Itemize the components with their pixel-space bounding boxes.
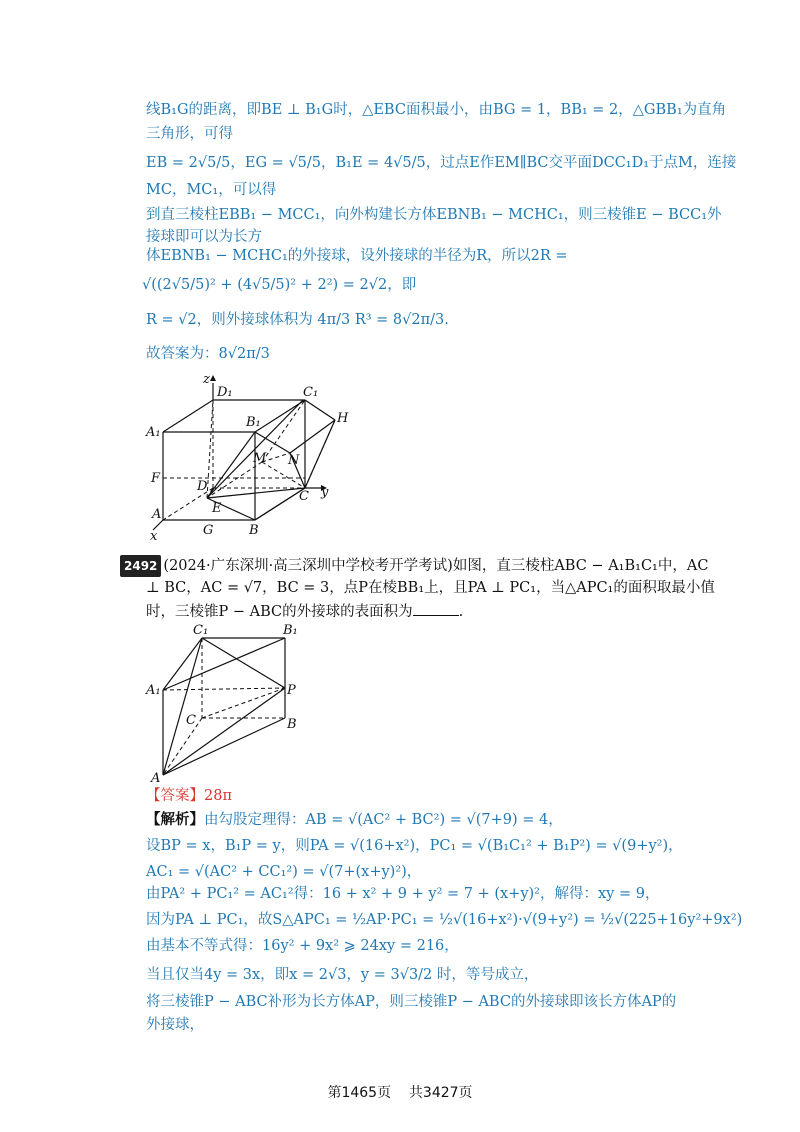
label-D1: D₁ [217,385,233,400]
label-D: D [197,479,208,494]
figure-prism-diagram [145,620,305,785]
problem-text: (2024·广东深圳·高三深圳中学校考开学考试)如图，直三棱柱ABC − A₁B₁C₁中，AC [163,558,709,574]
problem-number-badge: 2492 [120,555,161,577]
answer-tag: 【答案】 [146,788,204,804]
solution-line: 三角形，可得 [146,126,233,142]
analysis-tag: 【解析】 [146,811,204,828]
answer-line [146,786,232,806]
label-H: H [337,411,349,426]
solution-line: 线B₁G的距离，即BE ⊥ B₁G时，△EBC面积最小，由BG = 1，BB₁ = 2，△GBB₁为直角 [146,102,727,118]
problem-text: 时，三棱锥P − ABC的外接球的表面积为 [146,604,413,620]
label-E: E [212,501,222,516]
label-B: B [287,717,297,732]
analysis-line-1 [146,810,563,830]
analysis-line: 设BP = x，B₁P = y，则PA = √(16+x²)，PC₁ = √(B₁C₁² + B₁P²) = √(9+y²)， [146,838,683,854]
analysis-line: 将三棱锥P − ABC补形为长方体AP，则三棱锥P − ABC的外接球即该长方体AP的 [146,994,677,1010]
analysis-line: 因为PA ⊥ PC₁，故S△APC₁ = ½AP·PC₁ = ½√(16+x²)·√(9+y²) = ½√(225+16y²+9x²) [146,912,743,928]
label-A: A [152,507,162,522]
solution-line: R = √2，则外接球体积为 4π/3 R³ = 8√2π/3. [146,312,449,328]
label-B1: B₁ [246,415,261,430]
solution-answer-line: 故答案为：8√2π/3 [146,346,270,362]
label-B1: B₁ [283,623,298,638]
solution-line: EB = 2√5/5，EG = √5/5，B₁E = 4√5/5，过点E作EM∥BC交平面DCC₁D₁于点M，连接 [146,155,737,171]
label-A1: A₁ [146,683,161,698]
solution-line: √((2√5/5)² + (4√5/5)² + 2²) = 2√2，即 [142,277,417,293]
analysis-text: 由勾股定理得：AB = √(AC² + BC²) = √(7+9) = 4， [204,812,563,828]
label-C: C [299,489,309,504]
label-M: M [253,451,267,466]
label-z: z [203,372,210,387]
label-C: C [186,713,196,728]
label-A1: A₁ [146,425,161,440]
label-y: y [321,485,329,500]
label-A: A [151,771,161,785]
analysis-line: 当且仅当4y = 3x，即x = 2√3，y = 3√3/2 时，等号成立， [146,967,539,983]
problem-line-3 [146,601,463,622]
page-footer [0,1082,800,1102]
solution-line: 体EBNB₁ − MCHC₁的外接球，设外接球的半径为R，所以2R = [146,248,568,264]
problem-line-1 [120,555,708,577]
page-total: 共3427页 [408,1085,473,1101]
answer-blank [413,601,459,616]
label-G: G [203,523,214,538]
solution-line: MC，MC₁，可以得 [146,182,277,198]
solution-line: 接球即可以为长方 [146,229,262,245]
problem-line-2: ⊥ BC，AC = √7，BC = 3，点P在棱BB₁上，且PA ⊥ PC₁，当△APC₁的面积取最小值 [146,580,715,596]
label-F: F [151,471,161,486]
label-B: B [249,523,259,538]
label-P: P [287,683,296,698]
label-C1: C₁ [303,385,319,400]
label-x: x [150,529,158,543]
analysis-line: 由PA² + PC₁² = AC₁²得：16 + x² + 9 + y² = 7 + (x+y)²，解得：xy = 9， [146,886,660,902]
figure-cuboid-diagram [145,368,365,543]
analysis-line: 由基本不等式得：16y² + 9x² ⩾ 24xy = 216， [146,938,459,954]
answer-value: 28π [204,788,232,804]
problem-text-end: . [458,604,464,620]
analysis-line: 外接球， [146,1017,204,1033]
analysis-line: AC₁ = √(AC² + CC₁²) = √(7+(x+y)²)， [146,864,422,880]
page-number: 第1465页 [327,1085,392,1101]
solution-line: 到直三棱柱EBB₁ − MCC₁，向外构建长方体EBNB₁ − MCHC₁，则三棱锥E − BCC₁外 [146,207,722,223]
label-N: N [288,453,300,468]
label-C1: C₁ [193,623,209,638]
